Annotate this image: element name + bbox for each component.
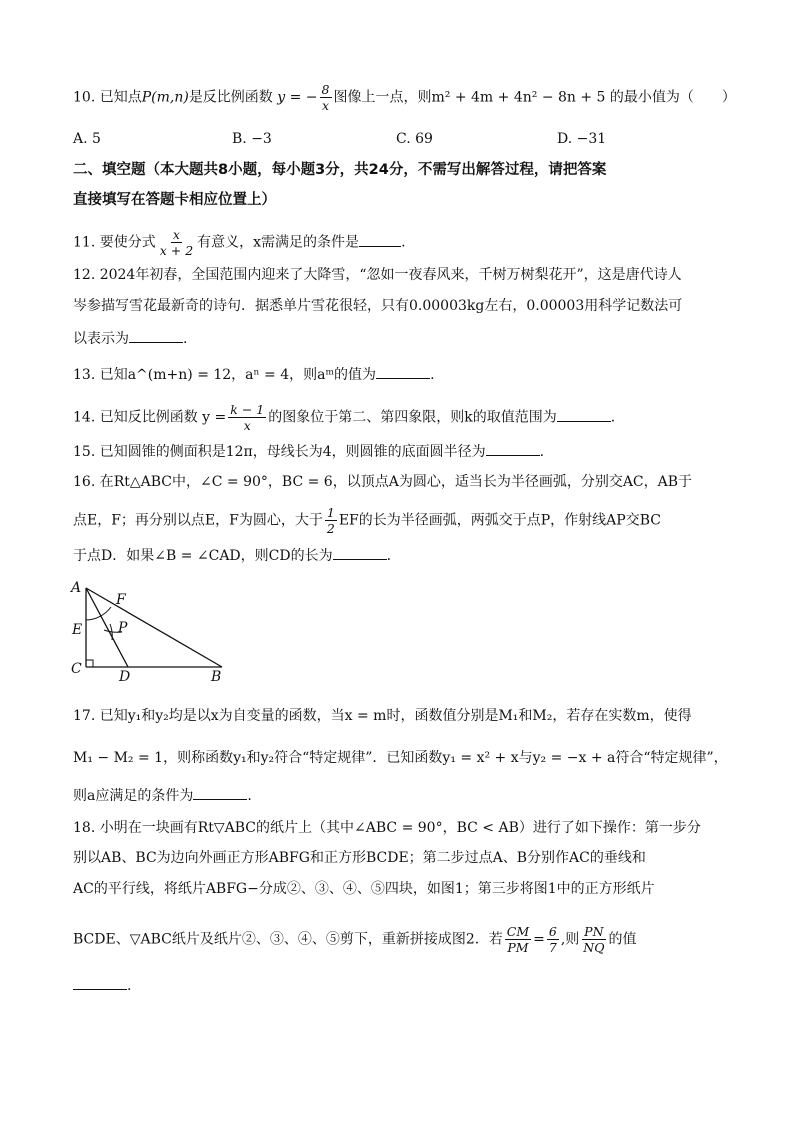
q13-end: . — [430, 367, 435, 383]
q12-line1: 12. 2024年初春，全国范围内迎来了大降雪，“忽如一夜春风来，千树万树梨花开”，这是唐代诗人 — [73, 267, 682, 283]
q16-answer-blank[interactable] — [333, 545, 387, 560]
q18-frac1-den: PM — [507, 940, 529, 955]
q10-mid: 是反比例函数 — [188, 89, 273, 106]
q14-fraction — [228, 402, 266, 433]
q16-frac-den: 2 — [326, 521, 335, 536]
q16-line1: 16. 在Rt△ABC中，∠C = 90°，BC = 6，以顶点A为圆心，适当长为半径画弧，分别交AC，AB于 — [73, 474, 693, 490]
q17-end: . — [247, 788, 252, 804]
q13-line — [73, 364, 435, 385]
q11-prefix: 11. 要使分式 — [73, 234, 156, 251]
q18-frac1-num: CM — [506, 924, 530, 939]
q14-end: . — [610, 409, 616, 426]
q16-line2-pre: 点E，F；再分别以点E，F为圆心，大于 — [73, 512, 323, 529]
q11-answer-blank[interactable] — [359, 232, 401, 247]
q16-fraction — [325, 505, 337, 536]
q13-answer-blank[interactable] — [376, 364, 430, 379]
q14-post: 的图象位于第二、第四象限，则k的取值范围为 — [268, 409, 557, 426]
q12-line3 — [73, 328, 187, 349]
q14-line — [73, 402, 615, 433]
q18-line4-pre: BCDE、▽ABC纸片及纸片②、③、④、⑤剪下，重新拼接成图2．若 — [73, 931, 503, 948]
q18-frac2-den: 7 — [548, 940, 557, 955]
section2-heading-line1: 二、填空题（本大题共8小题，每小题3分，共24分，不需写出解答过程，请把答案 — [73, 162, 607, 178]
q18-fraction-cm-pm — [505, 924, 531, 955]
q10-fraction — [320, 82, 332, 113]
q16-line2-post: EF的长为半径画弧，两弧交于点P，作射线AP交BC — [338, 512, 661, 529]
q18-line1: 18. 小明在一块画有Rt▽ABC的纸片上（其中∠ABC = 90°，BC < AB）进行了如下操作：第一步分 — [73, 820, 701, 836]
q11-end: . — [401, 234, 406, 251]
q18-eq: = — [533, 931, 545, 948]
label-f: F — [116, 592, 126, 608]
q15-text: 15. 已知圆锥的侧面积是12π，母线长为4，则圆锥的底面圆半径为 — [73, 444, 486, 460]
q15-line — [73, 441, 544, 462]
q11-frac-den: x + 2 — [159, 243, 194, 258]
label-d: D — [119, 669, 131, 685]
q11-frac-num: x — [172, 227, 180, 242]
q12-answer-blank[interactable] — [129, 328, 183, 343]
label-b: B — [211, 669, 222, 685]
q18-end: . — [127, 978, 132, 994]
q17-line3-text: 则a应满足的条件为 — [73, 788, 194, 804]
label-e: E — [72, 622, 83, 638]
q10-choice-a: A. 5 — [73, 131, 101, 147]
q12-end: . — [183, 331, 188, 347]
q18-fraction-pn-nq — [581, 924, 606, 955]
q10-frac-den: x — [321, 98, 330, 113]
q18-line3: AC的平行线，将纸片ABFG−分成②、③、④、⑤四块，如图1；第三步将图1中的正方形纸片 — [73, 881, 655, 897]
q18-line4-post: 的值 — [608, 931, 637, 948]
q17-line1: 17. 已知y₁和y₂均是以x为自变量的函数，当x = m时，函数值分别是M₁和M₂，若存在实数m，使得 — [73, 708, 692, 724]
section2-heading-line2: 直接填写在答题卡相应位置上） — [73, 192, 276, 208]
q16-frac-num: 1 — [326, 505, 335, 520]
q18-fraction-six-seven — [547, 924, 559, 955]
q13-text: 13. 已知a^(m+n) = 12，aⁿ = 4，则aᵐ的值为 — [73, 367, 377, 383]
arc-ef — [86, 607, 111, 620]
q10-choice-b: B. −3 — [232, 131, 272, 147]
q18-line4 — [73, 924, 636, 955]
q18-answer-blank[interactable] — [73, 975, 127, 990]
q18-frac3-num: PN — [584, 924, 604, 939]
q16-line3 — [73, 545, 391, 566]
q10-line — [73, 82, 736, 113]
label-p: P — [118, 620, 128, 636]
q10-func-lhs: y = − — [277, 89, 318, 106]
q18-frac3-den: NQ — [583, 940, 605, 955]
q16-end: . — [386, 548, 392, 564]
q15-end: . — [539, 444, 545, 460]
q11-fraction — [158, 227, 195, 258]
right-angle-mark — [86, 660, 93, 667]
q15-answer-blank[interactable] — [486, 441, 540, 456]
q18-mid: ,则 — [560, 931, 580, 948]
label-c: C — [71, 661, 82, 677]
q10-choice-d: D. −31 — [557, 131, 607, 147]
q14-frac-num: k − 1 — [230, 402, 265, 417]
q11-line — [73, 227, 406, 258]
q17-line2: M₁ − M₂ = 1，则称函数y₁和y₂符合“特定规律”．已知函数y₁ = x² + x与y₂ = −x + a符合“特定规律”， — [73, 750, 728, 766]
q18-frac2-num: 6 — [548, 924, 557, 939]
q10-point: P(m,n) — [141, 89, 189, 106]
q18-answer-line — [73, 975, 131, 996]
q10-prefix: 10. 已知点 — [73, 89, 142, 106]
q16-line2 — [73, 505, 661, 536]
q14-frac-den: x — [243, 418, 251, 433]
q16-line3-text: 于点D．如果∠B = ∠CAD，则CD的长为 — [73, 548, 333, 564]
q10-frac-num: 8 — [321, 82, 330, 97]
q10-post: 图像上一点，则m² + 4m + 4n² − 8n + 5 的最小值为（ ） — [333, 89, 736, 106]
q11-post: 有意义，x需满足的条件是 — [197, 234, 360, 251]
q18-line2: 别以AB、BC为边向外画正方形ABFG和正方形BCDE；第二步过点A、B分别作AC的垂线和 — [73, 850, 646, 866]
q14-prefix: 14. 已知反比例函数 y = — [73, 409, 227, 426]
q12-line2: 岑参描写雪花最新奇的诗句．据悉单片雪花很轻，只有0.00003kg左右，0.00003用科学记数法可 — [73, 298, 683, 314]
q12-line3-text: 以表示为 — [73, 331, 129, 347]
q16-triangle-figure — [66, 580, 236, 685]
q14-answer-blank[interactable] — [557, 407, 611, 422]
q17-line3 — [73, 785, 252, 806]
q17-answer-blank[interactable] — [193, 785, 247, 800]
label-a: A — [71, 580, 82, 596]
q10-choice-c: C. 69 — [396, 131, 433, 147]
